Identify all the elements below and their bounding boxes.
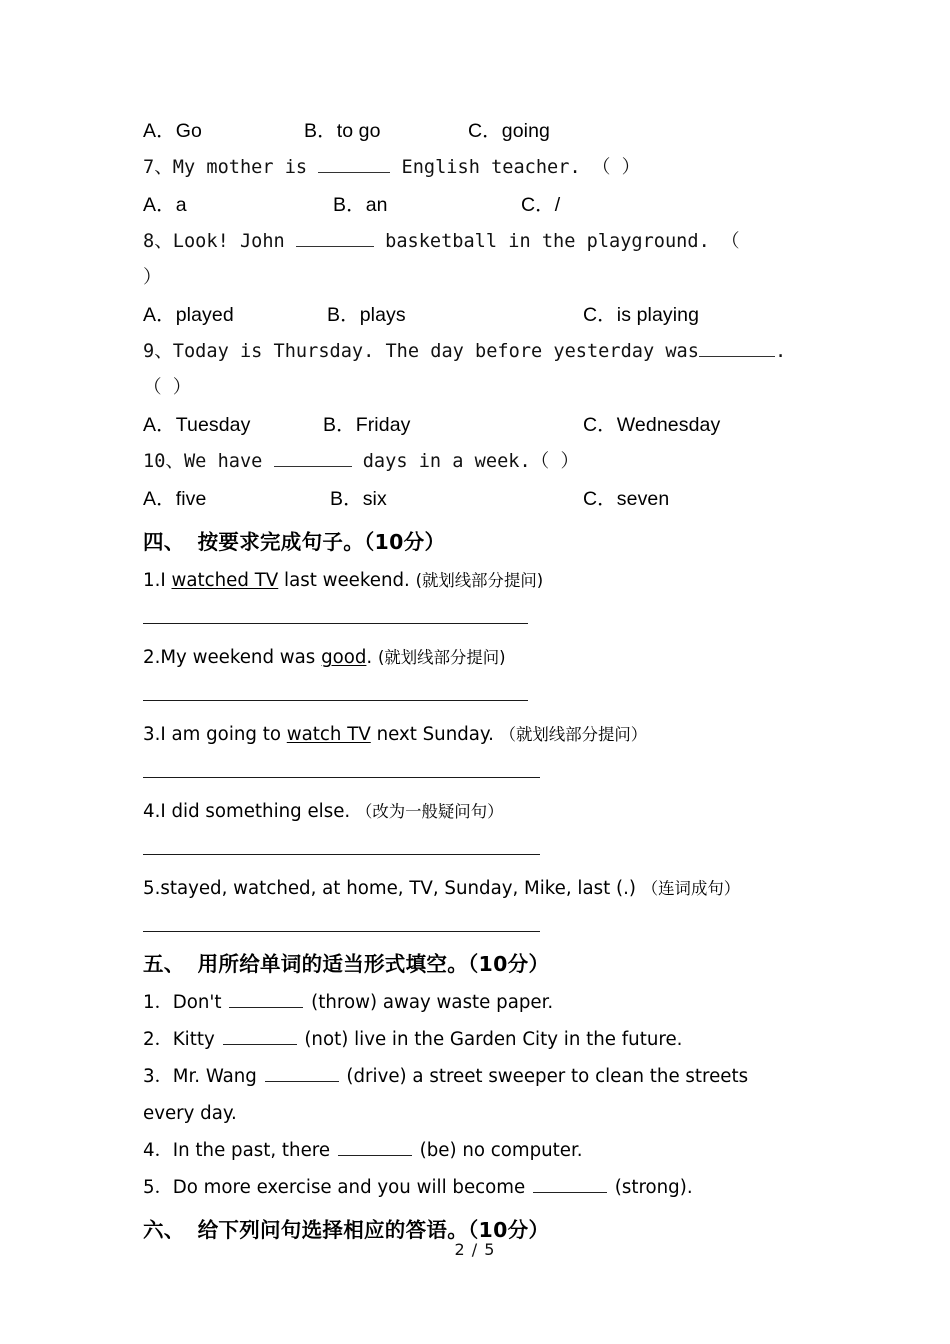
question-9-text-after: . (774, 341, 787, 362)
s5-item4-before: 4．In the past, there (143, 1140, 336, 1161)
document-body (143, 112, 823, 1250)
s5-item2-before: 2．Kitty (143, 1029, 221, 1050)
section-4-item-3 (143, 716, 823, 753)
s4-item5-lead: 5.stayed, watched, at home, TV, Sunday, Mike, last (.) (143, 878, 642, 899)
section-5-item-5 (143, 1169, 823, 1206)
page-number-footer: 2 / 5 (454, 1240, 496, 1259)
section-4-heading (143, 525, 823, 559)
option-q7-c[interactable]: C．/ (521, 194, 561, 216)
s4-item1-instruction: (就划线部分提问) (415, 571, 544, 590)
section-5-item-4 (143, 1132, 823, 1169)
options-q6 (143, 112, 823, 150)
section-5-heading (143, 947, 823, 981)
section-4-item-2 (143, 639, 823, 676)
s5-item2-after: (not) live in the Garden City in the future. (298, 1029, 683, 1050)
question-7-text-after: English teacher. （ ） (390, 157, 641, 178)
question-8-text-after: basketball in the playground. （ (373, 231, 740, 252)
section-4-item-1 (143, 562, 823, 599)
s4-item2-lead: 2.My weekend was (143, 647, 322, 668)
question-9-number: 9、 (143, 341, 173, 362)
option-q6-b[interactable]: B．to go (304, 120, 381, 142)
section-4-item-5 (143, 870, 823, 907)
question-8-paren-close: ） (143, 267, 162, 288)
question-8-number: 8、 (143, 231, 173, 252)
option-q6-a[interactable]: A．Go (143, 120, 202, 142)
question-9-text-before: Today is Thursday. The day before yesterday was (172, 341, 699, 362)
section-5-number: 五、 (143, 952, 185, 976)
question-7-number: 7、 (143, 157, 173, 178)
section-4-item-4 (143, 793, 823, 830)
s5-item4-after: (be) no computer. (413, 1140, 583, 1161)
question-10-text-before: We have (183, 451, 274, 472)
question-8-blank[interactable] (296, 229, 374, 247)
question-8-stem (143, 224, 823, 260)
s4-item2-underlined: good (321, 647, 367, 668)
s4-item3-instruction: （就划线部分提问） (499, 725, 648, 744)
question-7-blank[interactable] (318, 155, 390, 173)
option-q6-c[interactable]: C．going (468, 120, 550, 142)
question-10-stem (143, 444, 823, 480)
question-9-paren: （ ） (143, 377, 192, 398)
s4-item3-underlined: watch TV (286, 724, 371, 745)
s4-item1-rest: last weekend. (278, 570, 416, 591)
options-q9 (143, 406, 823, 444)
option-q9-a[interactable]: A．Tuesday (143, 414, 251, 436)
section-5-item-1 (143, 984, 823, 1021)
option-q7-b[interactable]: B．an (333, 194, 388, 216)
option-q10-b[interactable]: B．six (330, 488, 387, 510)
section-5-item-3 (143, 1058, 823, 1095)
question-9-stem (143, 334, 823, 370)
section-4-answer-line-1[interactable] (143, 623, 528, 624)
options-q8 (143, 296, 823, 334)
option-q10-a[interactable]: A．five (143, 488, 207, 510)
options-q10 (143, 480, 823, 518)
s5-item2-blank[interactable] (223, 1028, 297, 1045)
question-7-stem (143, 150, 823, 186)
section-6-title: 给下列问句选择相应的答语。（10分） (197, 1218, 550, 1242)
s5-item5-after: (strong). (608, 1177, 693, 1198)
section-4-answer-line-2[interactable] (143, 700, 528, 701)
s4-item4-instruction: （改为一般疑问句） (355, 802, 504, 821)
s5-item3-before: 3．Mr. Wang (143, 1066, 263, 1087)
question-8-stem-wrap (143, 260, 823, 296)
s4-item1-lead: 1.I (143, 570, 172, 591)
option-q8-a[interactable]: A．played (143, 304, 234, 326)
section-4-answer-line-5[interactable] (143, 931, 540, 932)
option-q10-c[interactable]: C．seven (583, 488, 670, 510)
section-5-item-2 (143, 1021, 823, 1058)
section-4-title: 按要求完成句子。（10分） (197, 530, 446, 554)
question-10-number: 10、 (143, 451, 184, 472)
s5-item5-before: 5．Do more exercise and you will become (143, 1177, 531, 1198)
s4-item5-instruction: （连词成句） (641, 879, 741, 898)
section-4-answer-line-4[interactable] (143, 854, 540, 855)
s5-item1-blank[interactable] (229, 991, 303, 1008)
s4-item2-rest: . (366, 647, 378, 668)
section-5-item-3-continuation: every day. (143, 1103, 237, 1124)
s5-item5-blank[interactable] (533, 1176, 607, 1193)
question-10-blank[interactable] (274, 449, 352, 467)
option-q7-a[interactable]: A．a (143, 194, 187, 216)
question-7-text-before: My mother is (172, 157, 319, 178)
s4-item3-rest: next Sunday. (370, 724, 500, 745)
option-q9-b[interactable]: B．Friday (323, 414, 411, 436)
s5-item3-blank[interactable] (265, 1065, 339, 1082)
section-4-answer-line-3[interactable] (143, 777, 540, 778)
s4-item3-lead: 3.I am going to (143, 724, 287, 745)
s5-item4-blank[interactable] (338, 1139, 412, 1156)
question-10-text-after: days in a week.（ ） (351, 451, 580, 472)
option-q9-c[interactable]: C．Wednesday (583, 414, 721, 436)
s5-item1-before: 1．Don't (143, 992, 228, 1013)
question-9-blank[interactable] (699, 339, 775, 357)
s4-item2-instruction: (就划线部分提问) (378, 648, 506, 667)
s4-item4-lead: 4.I did something else. (143, 801, 356, 822)
section-4-number: 四、 (143, 530, 185, 554)
s5-item3-after: (drive) a street sweeper to clean the streets (340, 1066, 749, 1087)
s5-item1-after: (throw) away waste paper. (305, 992, 554, 1013)
section-5-title: 用所给单词的适当形式填空。（10分） (197, 952, 550, 976)
option-q8-b[interactable]: B．plays (327, 304, 406, 326)
option-q8-c[interactable]: C．is playing (583, 304, 700, 326)
s4-item1-underlined: watched TV (171, 570, 279, 591)
question-8-text-before: Look! John (172, 231, 296, 252)
section-6-number: 六、 (143, 1218, 185, 1242)
options-q7 (143, 186, 823, 224)
question-9-stem-wrap (143, 370, 823, 406)
